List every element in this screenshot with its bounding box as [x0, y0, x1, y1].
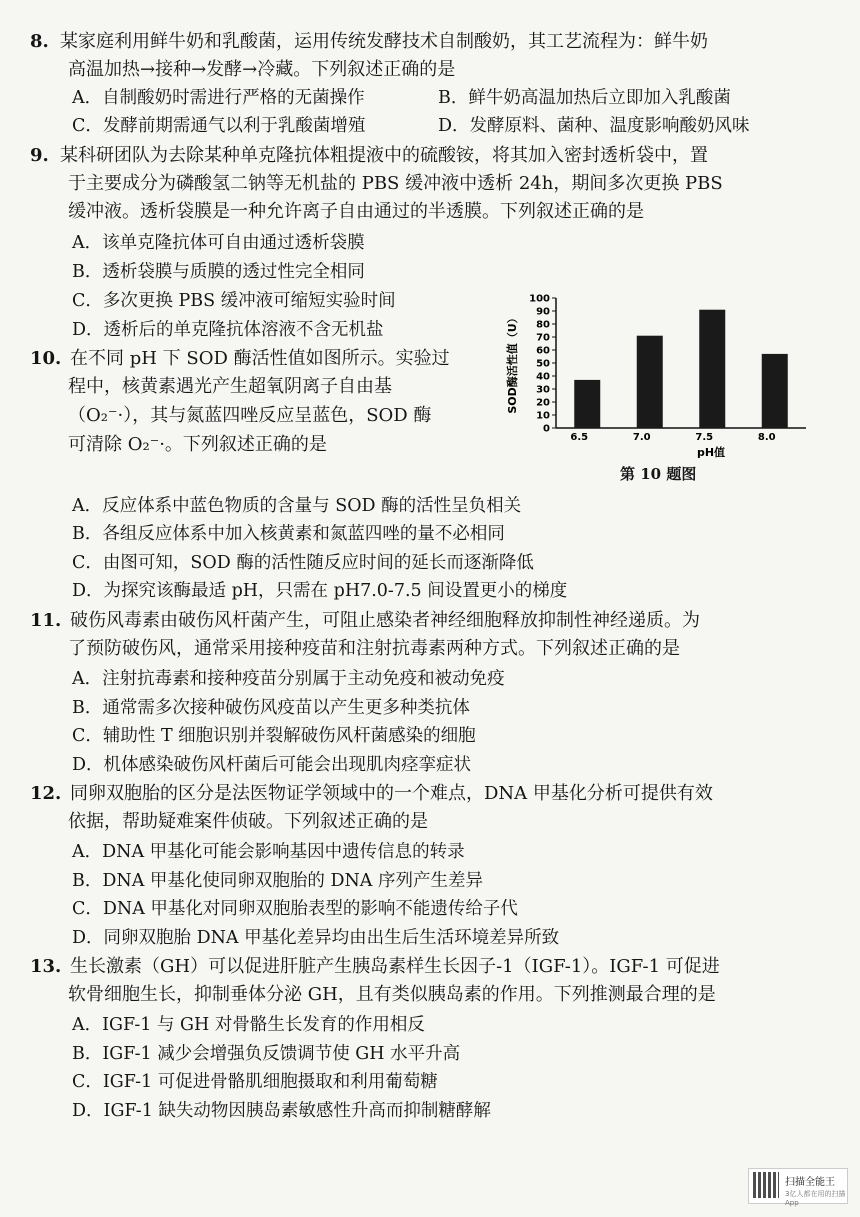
question-stem: 破伤风毒素由破伤风杆菌产生，可阻止感染者神经细胞释放抑制性神经递质。为	[70, 610, 700, 631]
y-tick-label: 70	[536, 332, 550, 344]
question-stem-cont: 于主要成分为磷酸氢二钠等无机盐的 PBS 缓冲液中透析 24h，期间多次更换 PBS	[68, 173, 723, 194]
y-tick-label: 40	[536, 371, 550, 383]
scanner-watermark	[748, 1168, 848, 1207]
question-number: 9.	[30, 145, 49, 166]
option-c: C．DNA 甲基化对同卵双胞胎表型的影响不能遗传给子代	[72, 899, 518, 919]
question-stem-cont: （O₂⁻·），其与氮蓝四唑反应呈蓝色，SOD 酶	[68, 405, 432, 426]
option-d: D．为探究该酶最适 pH，只需在 pH7.0-7.5 间设置更小的梯度	[72, 581, 568, 601]
question-stem: 在不同 pH 下 SOD 酶活性值如图所示。实验过	[70, 348, 450, 369]
question-number: 12.	[30, 783, 62, 804]
question-stem-cont: 程中，核黄素遇光产生超氧阴离子自由基	[68, 376, 392, 397]
question-stem-cont: 可清除 O₂⁻·。下列叙述正确的是	[68, 434, 327, 455]
question-8	[30, 28, 830, 56]
x-tick-label: 7.0	[632, 432, 651, 443]
bar	[574, 380, 600, 428]
option-d: D．透析后的单克隆抗体溶液不含无机盐	[72, 320, 384, 340]
question-number: 8.	[30, 31, 49, 52]
y-tick-label: 60	[536, 345, 550, 357]
watermark-subtitle: 3亿人都在用的扫描App	[785, 1190, 846, 1207]
bar	[699, 310, 725, 428]
option-d: D．IGF-1 缺失动物因胰岛素敏感性升高而抑制糖酵解	[72, 1101, 491, 1121]
option-c: C．发酵前期需通气以利于乳酸菌增殖	[72, 116, 366, 136]
x-tick-label: 8.0	[757, 432, 776, 443]
y-tick-label: 50	[536, 358, 550, 370]
option-d: D．机体感染破伤风杆菌后可能会出现肌肉痉挛症状	[72, 755, 472, 775]
bar	[762, 354, 788, 428]
question-stem: 某科研团队为去除某种单克隆抗体粗提液中的硫酸铵，将其加入密封透析袋中，置	[60, 145, 708, 166]
option-a: A．该单克隆抗体可自由通过透析袋膜	[72, 233, 365, 253]
question-stem: 生长激素（GH）可以促进肝脏产生胰岛素样生长因子-1（IGF-1）。IGF-1 可促进	[70, 956, 720, 977]
question-stem: 同卵双胞胎的区分是法医物证学领域中的一个难点，DNA 甲基化分析可提供有效	[70, 783, 713, 804]
question-10	[30, 345, 500, 373]
question-number: 11.	[30, 610, 62, 631]
y-tick-label: 80	[536, 319, 550, 331]
option-a: A．自制酸奶时需进行严格的无菌操作	[72, 88, 365, 108]
question-stem-cont: 依据，帮助疑难案件侦破。下列叙述正确的是	[68, 811, 428, 832]
y-tick-label: 20	[536, 397, 550, 409]
y-tick-label: 100	[529, 293, 550, 305]
option-b: B．鲜牛奶高温加热后立即加入乳酸菌	[438, 88, 731, 108]
question-stem-cont: 了预防破伤风，通常采用接种疫苗和注射抗毒素两种方式。下列叙述正确的是	[68, 638, 680, 659]
question-13	[30, 953, 830, 981]
option-b: B．DNA 甲基化使同卵双胞胎的 DNA 序列产生差异	[72, 871, 484, 891]
question-number: 10.	[30, 348, 62, 369]
option-c: C．多次更换 PBS 缓冲液可缩短实验时间	[72, 291, 396, 311]
question-9	[30, 142, 830, 170]
x-axis-label: pH值	[696, 446, 726, 459]
question-stem-cont: 高温加热→接种→发酵→冷藏。下列叙述正确的是	[68, 59, 456, 80]
watermark-brand: 扫描全能王	[785, 1177, 835, 1188]
option-d: D．同卵双胞胎 DNA 甲基化差异均由出生后生活环境差异所致	[72, 928, 560, 948]
y-axis-label: SOD酶活性值（U）	[506, 312, 519, 414]
figure-caption: 第 10 题图	[620, 465, 697, 483]
y-tick-label: 90	[536, 306, 550, 318]
option-b: B．各组反应体系中加入核黄素和氮蓝四唑的量不必相同	[72, 524, 505, 544]
question-11	[30, 607, 830, 635]
option-b: B．透析袋膜与质膜的透过性完全相同	[72, 262, 365, 282]
question-stem: 某家庭利用鲜牛奶和乳酸菌，运用传统发酵技术自制酸奶，其工艺流程为：鲜牛奶	[60, 31, 708, 52]
option-a: A．DNA 甲基化可能会影响基因中遗传信息的转录	[72, 842, 465, 862]
option-b: B．通常需多次接种破伤风疫苗以产生更多种类抗体	[72, 698, 470, 718]
bar	[637, 336, 663, 428]
option-a: A．IGF-1 与 GH 对骨骼生长发育的作用相反	[72, 1015, 425, 1035]
qr-code-icon	[753, 1172, 779, 1198]
question-stem-cont: 软骨细胞生长，抑制垂体分泌 GH，且有类似胰岛素的作用。下列推测最合理的是	[68, 984, 716, 1005]
y-tick-label: 30	[536, 384, 550, 396]
x-tick-label: 6.5	[570, 432, 589, 443]
option-c: C．辅助性 T 细胞识别并裂解破伤风杆菌感染的细胞	[72, 726, 476, 746]
option-c: C．IGF-1 可促进骨骼肌细胞摄取和利用葡萄糖	[72, 1072, 438, 1092]
option-a: A．注射抗毒素和接种疫苗分别属于主动免疫和被动免疫	[72, 669, 505, 689]
question-stem-cont: 缓冲液。透析袋膜是一种允许离子自由通过的半透膜。下列叙述正确的是	[68, 201, 644, 222]
question-number: 13.	[30, 956, 62, 977]
option-c: C．由图可知，SOD 酶的活性随反应时间的延长而逐渐降低	[72, 553, 534, 573]
x-tick-label: 7.5	[695, 432, 714, 443]
question-12	[30, 780, 830, 808]
option-d: D．发酵原料、菌种、温度影响酸奶风味	[438, 116, 750, 136]
sod-activity-bar-chart	[498, 286, 818, 486]
option-a: A．反应体系中蓝色物质的含量与 SOD 酶的活性呈负相关	[72, 496, 522, 516]
y-tick-label: 10	[536, 410, 550, 422]
option-b: B．IGF-1 减少会增强负反馈调节使 GH 水平升高	[72, 1044, 461, 1064]
y-tick-label: 0	[543, 423, 550, 435]
